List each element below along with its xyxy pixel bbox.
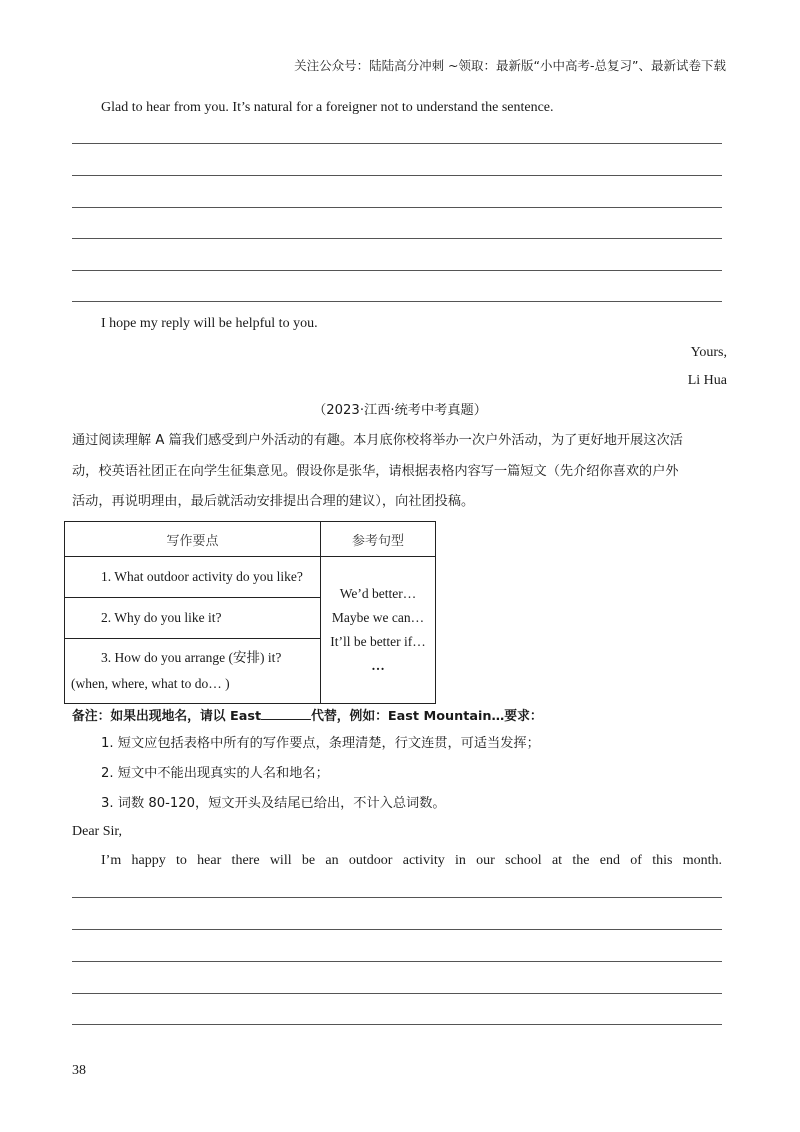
letter-closing-line: I hope my reply will be helpful to you.	[101, 316, 318, 331]
letter-signoff: Yours,	[690, 345, 727, 360]
question-source: （2023·江西·统考中考真题）	[313, 403, 487, 418]
table-row-point-2	[65, 598, 321, 639]
page-number: 38	[72, 1063, 86, 1078]
writing-points-table	[64, 521, 436, 704]
answer-line	[72, 175, 722, 176]
answer-line	[72, 1024, 722, 1025]
answer-line	[72, 993, 722, 994]
letter-signature: Li Hua	[687, 373, 727, 388]
point-3-text: 3. How do you arrange (安排) it?	[101, 650, 282, 665]
answer-line	[72, 897, 722, 898]
point-2-text: 2. Why do you like it?	[101, 610, 222, 625]
prompt-line-3: 活动，再说明理由，最后就活动安排提出合理的建议），向社团投稿。	[72, 494, 475, 509]
answer-line	[72, 961, 722, 962]
note-prefix: 备注：如果出现地名，请以 East	[72, 709, 262, 724]
note-line	[72, 705, 543, 724]
answer-line	[72, 207, 722, 208]
answer-line	[72, 270, 722, 271]
table-header-points: 写作要点	[65, 522, 321, 557]
opening-sentence: I’m happy to hear there will be an outdoor activity in our school at the end of this month.	[101, 853, 722, 868]
page-header: 关注公众号：陆陆高分冲刺 ~领取：最新版“小中高考-总复习”、最新试卷下载	[294, 58, 726, 73]
reference-4: …	[371, 658, 385, 673]
table-row-point-1	[65, 557, 321, 598]
point-1-text: 1. What outdoor activity do you like?	[101, 569, 303, 584]
requirement-1: 1. 短文应包括表格中所有的写作要点，条理清楚，行文连贯，可适当发挥；	[101, 736, 540, 751]
prompt-line-1: 通过阅读理解 A 篇我们感受到户外活动的有趣。本月底你校将举办一次户外活动，为了更好地开展这次活	[72, 433, 683, 448]
table-row-point-3	[65, 639, 321, 704]
prompt-line-2: 动，校英语社团正在向学生征集意见。假设你是张华，请根据表格内容写一篇短文（先介绍你喜欢的户外	[72, 464, 679, 479]
answer-line	[72, 301, 722, 302]
note-blank	[261, 707, 311, 720]
answer-line	[72, 143, 722, 144]
letter-opening-line: Glad to hear from you. It’s natural for a foreigner not to understand the sentence.	[101, 100, 554, 115]
requirement-3: 3. 词数 80-120，短文开头及结尾已给出，不计入总词数。	[101, 796, 446, 811]
answer-line	[72, 929, 722, 930]
reference-3: It’ll be better if…	[330, 634, 426, 649]
note-suffix: 代替，例如：East Mountain…要求：	[311, 709, 543, 724]
reference-2: Maybe we can…	[331, 610, 425, 625]
requirement-2: 2. 短文中不能出现真实的人名和地名；	[101, 766, 329, 781]
salutation: Dear Sir,	[72, 824, 122, 839]
reference-sentences	[321, 557, 436, 704]
answer-line	[72, 238, 722, 239]
table-header-reference: 参考句型	[321, 522, 436, 557]
point-3-subtext: (when, where, what to do… )	[71, 676, 230, 691]
reference-1: We’d better…	[339, 586, 417, 601]
